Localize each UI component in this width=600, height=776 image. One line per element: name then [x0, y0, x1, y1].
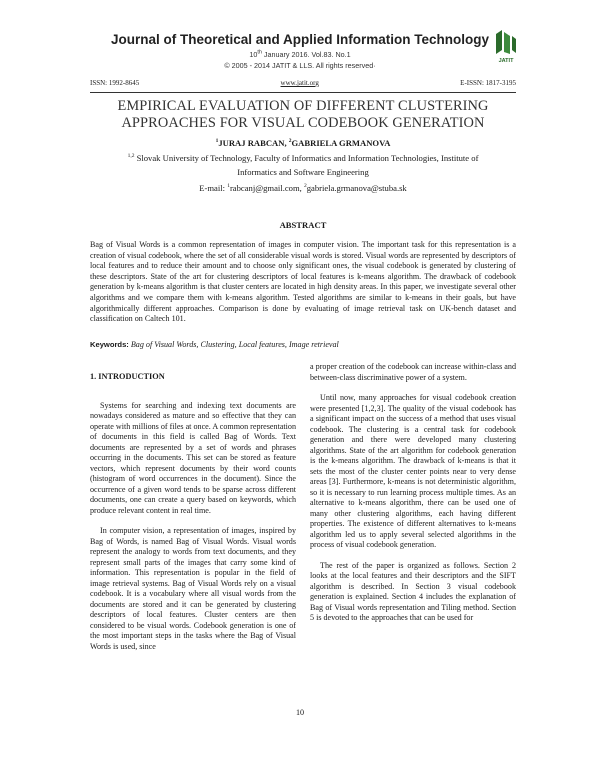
- email-2: gabriela.grmanova@stuba.sk: [306, 183, 407, 193]
- emails: E-mail: $^1$rabcanj@gmail.com, $^2$gabriela.grmanova@stuba.sk: [199, 183, 407, 193]
- author-1: JURAJ RABCAN,: [218, 138, 289, 148]
- abstract-text: Bag of Visual Words is a common representation of images in computer vision. The important task for this representation is a creation of visual codebook, where the set of all considerable visual words is stored. Visual words are represented by descriptors of local features and to reduce their amount and to choose only significant ones, the visual codebook is generated by clustering of these descriptors. State of the art for clustering descriptors of local features is k-means algorithm. The drawback of codebook generation by k-means algorithm is that cluster centers are located in high density areas. In this paper, we investigate several other algorithms and we compare them with k-means algorithm. Tested algorithms are similar to k-means in their goals, but have algorithmically different approaches. Comparison is done by evaluating of image retrieval task on UK-bench dataset and classification on Caltech 101.: [90, 240, 516, 324]
- intro-paragraph-3: Until now, many approaches for visual codebook creation were presented [1,2,3]. The quality of the visual codebook has a significant impact on the success of a method that uses visual codebook. The clustering is a central task for codebook generation and there were developed many clustering algorithms. State of the art algorithm for codebook generation is the k-means algorithm. The drawback of k-means is that it sets the most of the cluster center points near to very dense areas [3]. Furthermore, k-means is not deterministic algorithm, so it is necessary to run learning process multiple times. As an alternative to k-means algorithm, there can be used one of many other clustering algorithms, each having different properties. The existence of different alternatives to k-means algorithm led us to apply several selected algorithms in the process of visual codebook generation.: [310, 393, 516, 549]
- paper-title-line-2: APPROACHES FOR VISUAL CODEBOOK GENERATION: [121, 115, 485, 131]
- issn: ISSN: 1992-8645: [90, 79, 140, 87]
- right-column: [310, 362, 516, 634]
- journal-issue: 10th January 2016. Vol.83. No.1: [249, 49, 351, 59]
- authors: $^1$JURAJ RABCAN, $^2$GABRIELA GRMANOVA: [215, 138, 391, 148]
- intro-paragraph-2: In computer vision, a representation of images, inspired by Bag of Words, is named Bag of Visual Words. Visual words represent the analogy to words from text documents, and they represent small parts of the images that carry some kind of information. This representation is popular in the field of image retrieval systems. Bag of Visual Words rely on a visual codebook. It is a vocabulary where all visual words from the documents are stored and it can be generated by clustering descriptors of local features. Cluster centers are then considered to be visual words. Codebook generation is one of the most important steps in the tasks where the Bag of Visual Words is used, since: [90, 526, 296, 651]
- paper-title: [90, 98, 516, 132]
- jatit-logo-icon: [494, 28, 518, 56]
- affiliation: $^{1,2}$ Slovak University of Technology, Faculty of Informatics and Information Technologies, Institute of Informatics and Software Engineering: [127, 153, 479, 177]
- journal-title: Journal of Theoretical and Applied Information Technology: [110, 32, 490, 47]
- email-1: rabcanj@gmail.com,: [229, 183, 304, 193]
- keywords-label: Keywords:: [90, 340, 129, 349]
- author-2: GABRIELA GRMANOVA: [291, 138, 391, 148]
- keywords-list: Bag of Visual Words, Clustering, Local features, Image retrieval: [128, 340, 339, 349]
- paper-title-line-1: EMPIRICAL EVALUATION OF DIFFERENT CLUSTERING: [117, 98, 489, 114]
- intro-paragraph-1: Systems for searching and indexing text documents are nowadays considered as mature and so effective that they can operate with millions of files at once. A common representation of documents in this field is called Bag of Words. Text documents are represented by a set of words and phrases occurring in the documents. This set can be stored as feature vectors, which represent documents by their word counts (histogram of word occurrences in the document). Since the occurrence of a given word tends to be sparse across different documents, one can create a query based on keywords, which produce relevant content in real time.: [90, 400, 296, 515]
- keywords: [90, 340, 516, 351]
- intro-paragraph-continued: a proper creation of the codebook can increase within-class and between-class discriminative power of a system.: [310, 362, 516, 382]
- eissn: E-ISSN: 1817-3195: [460, 79, 516, 87]
- section-heading: 1. INTRODUCTION: [90, 372, 165, 381]
- page-number: 10: [295, 708, 305, 717]
- header-divider: [90, 92, 516, 93]
- issn-row: [90, 79, 516, 87]
- journal-url-link[interactable]: www.jatit.org: [280, 79, 319, 87]
- journal-copyright: © 2005 - 2014 JATIT & LLS. All rights reserved·: [224, 61, 376, 70]
- jatit-logo-text: JATIT: [498, 58, 514, 64]
- left-column: [90, 358, 296, 662]
- abstract-heading: ABSTRACT: [279, 220, 327, 230]
- intro-paragraph-4: The rest of the paper is organized as follows. Section 2 looks at the local features and their descriptors and the SIFT algorithm is described. In Section 3 visual codebook generation is explained. Section 4 includes the explanation of Bag of Visual words representation and Tiling method. Section 5 is devoted to the approaches that can be used for: [310, 560, 516, 622]
